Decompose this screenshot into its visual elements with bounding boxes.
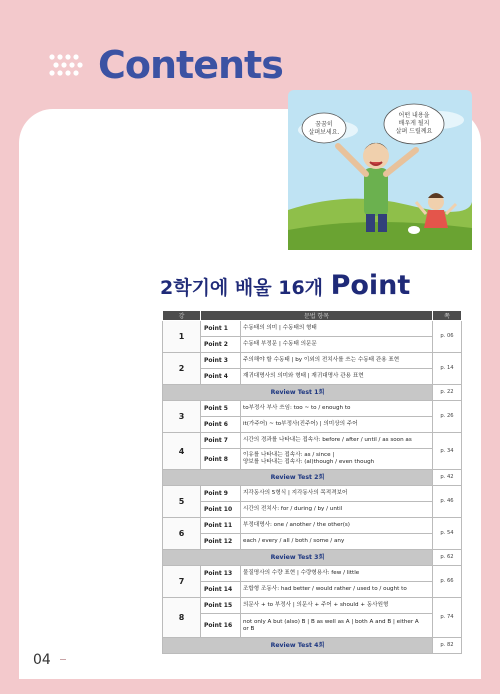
review-row [163, 385, 462, 401]
header-page: 쪽 [433, 311, 462, 321]
header-lesson: 강 [163, 311, 201, 321]
table-row [163, 518, 462, 534]
lesson-number: 3 [163, 401, 201, 433]
topic-line-2: 양보를 나타내는 접속사: (al)though / even though [243, 459, 375, 465]
header-topic: 문법 항목 [201, 311, 433, 321]
point-label: Point 1 [201, 321, 241, 337]
review-row [163, 638, 462, 654]
review-test-label: Review Test 4회 [163, 638, 433, 654]
lesson-number: 5 [163, 486, 201, 518]
topic-text: 의문사 + to 부정사 | 의문사 + 주어 + should + 동사원형 [241, 598, 433, 614]
topic-text: 물질명사의 수량 표현 | 수량형용사: few / little [241, 566, 433, 582]
table-row [163, 582, 462, 598]
point-label: Point 2 [201, 337, 241, 353]
section-heading-point: Point [330, 270, 411, 301]
contents-table [162, 310, 462, 654]
page-number: 04 [33, 652, 51, 668]
table-row [163, 417, 462, 433]
topic-text: 주의해야 할 수동태 | by 이외의 전치사를 쓰는 수동태 관용 표현 [241, 353, 433, 369]
point-label: Point 12 [201, 534, 241, 550]
topic-text: 시간의 전치사: for / during / by / until [241, 502, 433, 518]
page-number-dash [60, 659, 66, 660]
table-row [163, 369, 462, 385]
page-ref: p. 42 [433, 470, 462, 486]
page-ref: p. 82 [433, 638, 462, 654]
svg-text:살펴보세요.: 살펴보세요. [308, 129, 340, 136]
topic-text-multiline [241, 614, 433, 638]
topic-line-2: or B [243, 625, 255, 632]
topic-line-1: not only A but (also) B | B as well as A | both A and B | either A [243, 618, 419, 625]
page-ref: p. 22 [433, 385, 462, 401]
page-ref: p. 14 [433, 353, 462, 385]
lesson-number: 8 [163, 598, 201, 638]
table-row [163, 486, 462, 502]
table-row [163, 614, 462, 638]
topic-text: 시간의 경과를 나타내는 접속사: before / after / until / as soon as [241, 433, 433, 449]
dots-decoration-icon [48, 52, 92, 78]
page-ref: p. 66 [433, 566, 462, 598]
point-label: Point 9 [201, 486, 241, 502]
topic-text: 지각동사의 5형식 | 지각동사의 목적격보어 [241, 486, 433, 502]
table-row [163, 449, 462, 470]
page-ref: p. 46 [433, 486, 462, 518]
page-ref: p. 74 [433, 598, 462, 638]
review-test-label: Review Test 2회 [163, 470, 433, 486]
point-label: Point 6 [201, 417, 241, 433]
table-row [163, 353, 462, 369]
point-label: Point 15 [201, 598, 241, 614]
point-label: Point 16 [201, 614, 241, 638]
table-row [163, 337, 462, 353]
topic-text: each / every / all / both / some / any [241, 534, 433, 550]
point-label: Point 10 [201, 502, 241, 518]
review-row [163, 470, 462, 486]
topic-text: 부정대명사: one / another / the other(s) [241, 518, 433, 534]
topic-text: to부정사 부사 쓰임: too ~ to / enough to [241, 401, 433, 417]
lesson-number: 1 [163, 321, 201, 353]
cartoon-illustration [288, 90, 472, 250]
topic-text: 조합형 조동사: had better / would rather / used to / ought to [241, 582, 433, 598]
point-label: Point 11 [201, 518, 241, 534]
page-ref: p. 34 [433, 433, 462, 470]
table-row [163, 502, 462, 518]
topic-text: 수동태 부정문 | 수동태 의문문 [241, 337, 433, 353]
page-title: Contents [98, 43, 283, 87]
table-row [163, 321, 462, 337]
table-row [163, 598, 462, 614]
lesson-number: 4 [163, 433, 201, 470]
lesson-number: 6 [163, 518, 201, 550]
point-label: Point 4 [201, 369, 241, 385]
section-heading [160, 268, 410, 307]
point-label: Point 8 [201, 449, 241, 470]
review-test-label: Review Test 1회 [163, 385, 433, 401]
topic-text: 수동태의 의미 | 수동태의 형태 [241, 321, 433, 337]
point-label: Point 13 [201, 566, 241, 582]
svg-text:꿈꿈히: 꿈꿈히 [315, 121, 333, 128]
point-label: Point 7 [201, 433, 241, 449]
table-row [163, 566, 462, 582]
topic-line-1: 이유를 나타내는 접속사: as / since | [243, 452, 335, 458]
point-label: Point 3 [201, 353, 241, 369]
svg-text:어떤 내용을: 어떤 내용을 [398, 112, 430, 119]
section-heading-korean: 2학기에 배울 16개 [160, 277, 324, 299]
point-label: Point 5 [201, 401, 241, 417]
lesson-number: 7 [163, 566, 201, 598]
svg-text:살펴 드릴께요: 살펴 드릴께요 [395, 128, 433, 135]
page-ref: p. 54 [433, 518, 462, 550]
topic-text-multiline [241, 449, 433, 470]
table-row [163, 534, 462, 550]
table-header-row [163, 311, 462, 321]
lesson-number: 2 [163, 353, 201, 385]
table-row [163, 401, 462, 417]
page-ref: p. 62 [433, 550, 462, 566]
point-label: Point 14 [201, 582, 241, 598]
page-ref: p. 06 [433, 321, 462, 353]
svg-text:배우게 될지: 배우게 될지 [398, 120, 430, 127]
topic-text: 재귀대명사의 의미와 형태 | 재귀대명사 관용 표현 [241, 369, 433, 385]
table-row [163, 433, 462, 449]
review-test-label: Review Test 3회 [163, 550, 433, 566]
review-row [163, 550, 462, 566]
topic-text: it(가주어) ~ to부정사(진주어) | 의미상의 주어 [241, 417, 433, 433]
page-ref: p. 26 [433, 401, 462, 433]
